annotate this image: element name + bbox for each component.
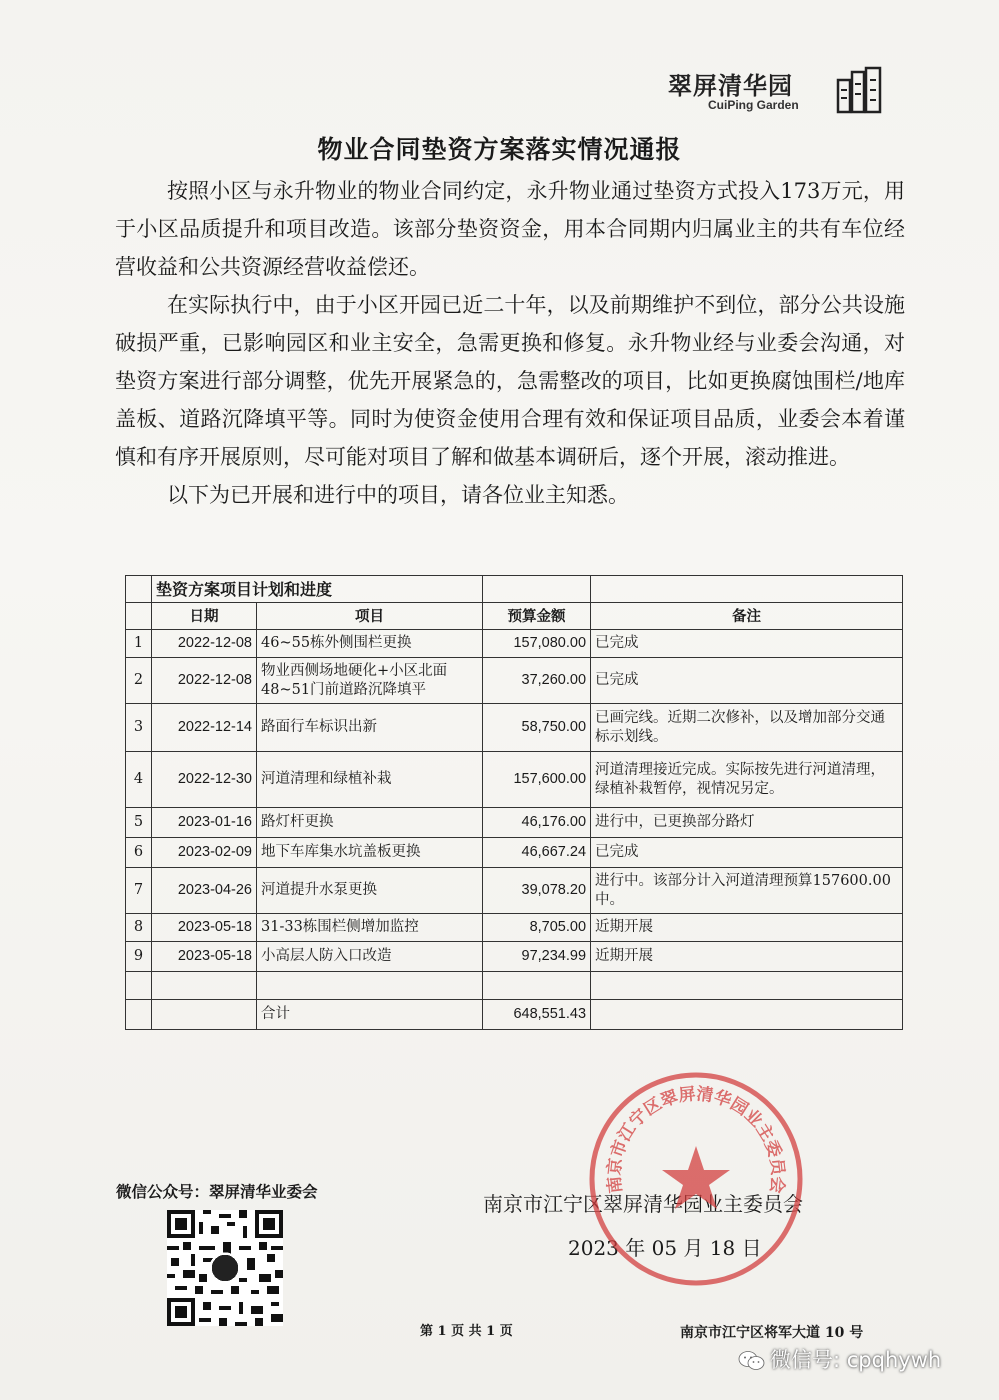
- issuing-organization: 南京市江宁区翠屏清华园业主委员会: [483, 1192, 803, 1216]
- table-row: [126, 868, 903, 914]
- logo-name-cn: 翠屏清华园: [668, 72, 793, 100]
- row-amount: 58,750.00: [483, 704, 591, 752]
- table-row: [126, 808, 903, 838]
- table-caption-row: [126, 576, 903, 603]
- paragraph: 以下为已开展和进行中的项目，请各位业主知悉。: [167, 483, 629, 507]
- watermark-text: 微信号: cpqhywh: [770, 1348, 942, 1372]
- table-row: [126, 942, 903, 972]
- qr-code-icon: [167, 1210, 283, 1326]
- row-item: 地下车库集水坑盖板更换: [257, 838, 483, 868]
- paragraph: 按照小区与永升物业的物业合同约定，永升物业通过垫资方式投入173万元，用于小区品质提升和项目改造。该部分垫资资金，用本合同期内归属业主的共有车位经营收益和公共资源经营收益偿还。: [115, 179, 905, 279]
- page-number: 第 1 页 共 1 页: [420, 1324, 513, 1339]
- row-note: 进行中，已更换部分路灯: [591, 808, 903, 838]
- row-date: 2023-02-09: [152, 838, 257, 868]
- project-table: [125, 575, 903, 1030]
- official-seal-icon: [585, 1068, 807, 1290]
- table-row: [126, 838, 903, 868]
- header-item: 项目: [257, 603, 483, 630]
- row-item: 河道清理和绿植补栽: [257, 752, 483, 808]
- row-amount: 157,080.00: [483, 630, 591, 658]
- issue-date: 2023 年 05 月 18 日: [568, 1236, 762, 1260]
- row-number: 3: [126, 704, 152, 752]
- row-date: 2022-12-14: [152, 704, 257, 752]
- row-item: 31-33栋围栏侧增加监控: [257, 914, 483, 942]
- table-header-row: [126, 603, 903, 630]
- row-amount: 37,260.00: [483, 658, 591, 704]
- row-number: 5: [126, 808, 152, 838]
- document-title: 物业合同垫资方案落实情况通报: [317, 135, 682, 164]
- row-note: 已完成: [591, 630, 903, 658]
- table-row: [126, 752, 903, 808]
- header-amount: 预算金额: [483, 603, 591, 630]
- row-date: 2022-12-08: [152, 658, 257, 704]
- table-row-empty: [126, 972, 903, 1000]
- wechat-watermark: [738, 1344, 941, 1374]
- row-amount: 39,078.20: [483, 868, 591, 914]
- row-note: 已画完线。近期二次修补，以及增加部分交通标示划线。: [591, 704, 903, 752]
- row-item: 46~55栋外侧围栏更换: [257, 630, 483, 658]
- row-date: 2023-04-26: [152, 868, 257, 914]
- header-note: 备注: [591, 603, 903, 630]
- row-note: 近期开展: [591, 914, 903, 942]
- row-number: 8: [126, 914, 152, 942]
- wechat-icon: [738, 1350, 766, 1372]
- row-date: 2023-05-18: [152, 914, 257, 942]
- row-amount: 46,176.00: [483, 808, 591, 838]
- row-number: 4: [126, 752, 152, 808]
- table-row: [126, 658, 903, 704]
- total-amount: 648,551.43: [483, 1000, 591, 1030]
- table-total-row: [126, 1000, 903, 1030]
- row-date: 2023-05-18: [152, 942, 257, 972]
- row-note: 已完成: [591, 658, 903, 704]
- table-caption: 垫资方案项目计划和进度: [152, 576, 483, 603]
- row-number: 6: [126, 838, 152, 868]
- logo: [668, 66, 898, 118]
- row-item: 路面行车标识出新: [257, 704, 483, 752]
- paragraph: 在实际执行中，由于小区开园已近二十年，以及前期维护不到位，部分公共设施破损严重，已影响园区和业主安全，急需更换和修复。永升物业经与业委会沟通，对垫资方案进行部分调整，优先开展紧急的，急需整改的项目，比如更换腐蚀围栏/地库盖板、道路沉降填平等。同时为使资金使用合理有效和保证项目品质，业委会本着谨慎和有序开展原则，尽可能对项目了解和做基本调研后，逐个开展，滚动推进。: [115, 293, 905, 469]
- table-row: [126, 630, 903, 658]
- row-date: 2023-01-16: [152, 808, 257, 838]
- row-amount: 8,705.00: [483, 914, 591, 942]
- row-item: 路灯杆更换: [257, 808, 483, 838]
- row-amount: 97,234.99: [483, 942, 591, 972]
- wechat-account: 微信公众号：翠屏清华业委会: [116, 1183, 318, 1201]
- logo-name-en: CuiPing Garden: [708, 98, 799, 112]
- building-logo-icon: [836, 66, 884, 114]
- row-note: 河道清理接近完成。实际按先进行河道清理，绿植补栽暂停，视情况另定。: [591, 752, 903, 808]
- row-note: 近期开展: [591, 942, 903, 972]
- row-number: 1: [126, 630, 152, 658]
- row-note: 进行中。该部分计入河道清理预算157600.00中。: [591, 868, 903, 914]
- row-amount: 46,667.24: [483, 838, 591, 868]
- row-date: 2022-12-08: [152, 630, 257, 658]
- row-note: 已完成: [591, 838, 903, 868]
- row-item: 小高层人防入口改造: [257, 942, 483, 972]
- row-item: 物业西侧场地硬化+小区北面48~51门前道路沉降填平: [257, 658, 483, 704]
- row-amount: 157,600.00: [483, 752, 591, 808]
- header-date: 日期: [152, 603, 257, 630]
- svg-text:南京市江宁区翠屏清华园业主委员会: 南京市江宁区翠屏清华园业主委员会: [604, 1084, 788, 1195]
- body-text: [115, 172, 905, 514]
- table-row: [126, 914, 903, 942]
- row-number: 2: [126, 658, 152, 704]
- row-item: 河道提升水泵更换: [257, 868, 483, 914]
- total-label: 合计: [257, 1000, 483, 1030]
- address: 南京市江宁区将军大道 10 号: [680, 1325, 864, 1341]
- row-date: 2022-12-30: [152, 752, 257, 808]
- row-number: 9: [126, 942, 152, 972]
- table-row: [126, 704, 903, 752]
- row-number: 7: [126, 868, 152, 914]
